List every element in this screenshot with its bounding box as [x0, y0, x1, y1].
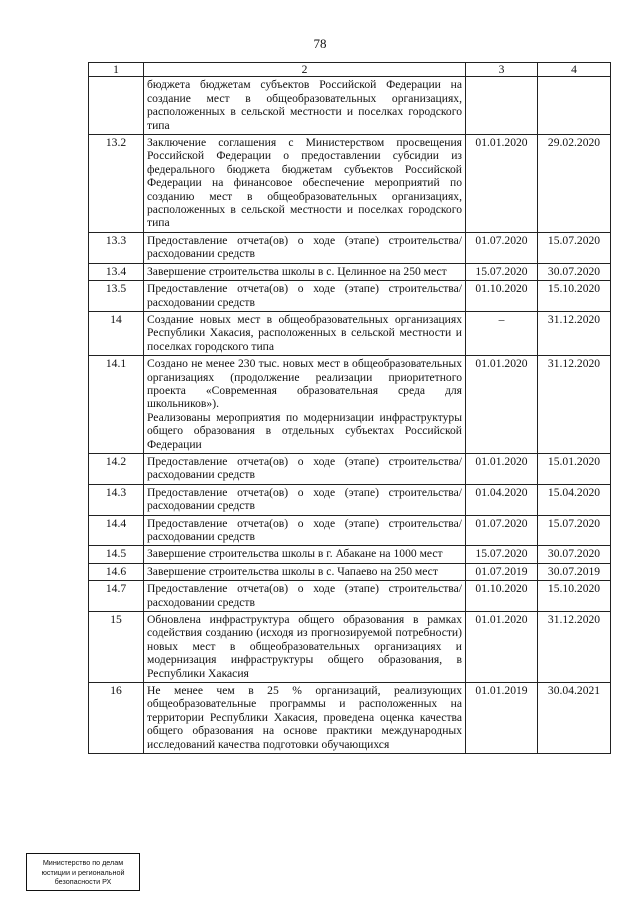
table-row	[89, 683, 611, 754]
row-number: 13.3	[89, 232, 144, 263]
table-row	[89, 453, 611, 484]
row-description	[144, 546, 466, 563]
row-description	[144, 356, 466, 454]
end-date: 29.02.2020	[538, 135, 611, 233]
start-date: 01.10.2020	[466, 281, 538, 312]
column-header: 4	[538, 63, 611, 77]
table-header-row	[89, 63, 611, 77]
start-date: 01.07.2020	[466, 515, 538, 546]
end-date: 30.07.2020	[538, 546, 611, 563]
end-date: 30.04.2021	[538, 683, 611, 754]
end-date: 15.10.2020	[538, 281, 611, 312]
start-date: 01.07.2020	[466, 232, 538, 263]
description-paragraph: Предоставление отчета(ов) о ходе (этапе) строительства/ расходовании средств	[147, 454, 462, 482]
row-description	[144, 232, 466, 263]
row-number: 14.6	[89, 563, 144, 580]
table-row	[89, 135, 611, 233]
row-description	[144, 484, 466, 515]
end-date: 30.07.2020	[538, 263, 611, 280]
row-number: 13.5	[89, 281, 144, 312]
row-number: 13.2	[89, 135, 144, 233]
stamp-line: юстиции и региональной	[41, 867, 125, 877]
end-date: 15.04.2020	[538, 484, 611, 515]
row-number: 14	[89, 311, 144, 355]
end-date: 30.07.2019	[538, 563, 611, 580]
row-description	[144, 77, 466, 135]
end-date: 15.01.2020	[538, 453, 611, 484]
stamp-line: Министерство по делам	[42, 858, 124, 867]
table-row	[89, 515, 611, 546]
row-number: 14.2	[89, 453, 144, 484]
description-paragraph: Предоставление отчета(ов) о ходе (этапе) строительства/расходовании средств	[147, 282, 462, 309]
start-date	[466, 77, 538, 135]
row-number: 14.3	[89, 484, 144, 515]
description-paragraph: Обновлена инфраструктура общего образования в рамках содействия созданию (исходя из прогнозируемой потребности) новых мест в общеобразовательных организациях и модернизация инфраструктуры общего образования, в Республики Хакасия	[147, 613, 462, 680]
description-paragraph: Реализованы мероприятия по модернизации инфраструктуры общего образования в отдельных субъектах Российской Федерации	[147, 410, 462, 451]
row-description	[144, 581, 466, 612]
description-paragraph: Не менее чем в 25 % организаций, реализующих общеобразовательные программы и расположенных на территории Республики Хакасия, проведена оценка качества общего образования на основе практики международных исследований качества подготовки обучающихся	[147, 684, 462, 751]
end-date: 31.12.2020	[538, 612, 611, 683]
start-date: 15.07.2020	[466, 546, 538, 563]
start-date: 01.01.2020	[466, 135, 538, 233]
row-description	[144, 281, 466, 312]
description-paragraph: Создано не менее 230 тыс. новых мест в общеобразовательных организациях (продолжение реализации приоритетного проекта «Современная образовательная среда для школьников»).	[147, 357, 462, 411]
table-row	[89, 356, 611, 454]
table-row	[89, 563, 611, 580]
row-description	[144, 683, 466, 754]
description-paragraph: Завершение строительства школы в с. Целинное на 250 мест	[147, 264, 447, 278]
stamp-line: безопасности РХ	[54, 877, 112, 886]
row-description	[144, 263, 466, 280]
row-description	[144, 311, 466, 355]
description-paragraph: Предоставление отчета(ов) о ходе (этапе) строительства/расходовании средств	[147, 233, 462, 261]
end-date	[538, 77, 611, 135]
end-date: 15.07.2020	[538, 515, 611, 546]
end-date: 15.10.2020	[538, 581, 611, 612]
column-header: 1	[89, 63, 144, 77]
table-row	[89, 612, 611, 683]
row-number: 14.7	[89, 581, 144, 612]
row-number: 14.1	[89, 356, 144, 454]
table-row	[89, 232, 611, 263]
description-paragraph: Предоставление отчета(ов) о ходе (этапе) строительства/ расходовании средств	[147, 516, 462, 543]
row-description	[144, 515, 466, 546]
description-paragraph: Предоставление отчета(ов) о ходе (этапе) строительства/ расходовании средств	[147, 485, 462, 513]
row-number: 15	[89, 612, 144, 683]
row-description	[144, 453, 466, 484]
end-date: 31.12.2020	[538, 311, 611, 355]
start-date: –	[466, 311, 538, 355]
start-date: 01.10.2020	[466, 581, 538, 612]
start-date: 01.01.2019	[466, 683, 538, 754]
description-paragraph: Завершение строительства школы в г. Абакане на 1000 мест	[147, 547, 443, 561]
start-date: 15.07.2020	[466, 263, 538, 280]
start-date: 01.01.2020	[466, 612, 538, 683]
row-number: 14.5	[89, 546, 144, 563]
table-row	[89, 311, 611, 355]
description-paragraph: Заключение соглашения с Министерством просвещения Российской Федерации о предоставлении субсидии из федерального бюджета бюджетам субъектов Российской Федерации на финансовое обеспечение мероприятий по созданию мест в общеобразовательных организациях, расположенных в сельской местности и поселках городского типа	[147, 136, 462, 230]
end-date: 15.07.2020	[538, 232, 611, 263]
description-paragraph: Предоставление отчета(ов) о ходе (этапе) строительства/ расходовании средств	[147, 582, 462, 609]
description-paragraph: Завершение строительства школы в с. Чапаево на 250 мест	[147, 564, 438, 578]
table-row	[89, 281, 611, 312]
table-row	[89, 263, 611, 280]
table-row	[89, 546, 611, 563]
row-number	[89, 77, 144, 135]
table-row	[89, 77, 611, 135]
start-date: 01.04.2020	[466, 484, 538, 515]
table-row	[89, 581, 611, 612]
row-number: 13.4	[89, 263, 144, 280]
ministry-stamp	[26, 853, 140, 891]
start-date: 01.01.2020	[466, 356, 538, 454]
end-date: 31.12.2020	[538, 356, 611, 454]
description-paragraph: бюджета бюджетам субъектов Российской Федерации на создание мест в общеобразовательных организациях, расположенных в сельской местности и поселках городского типа	[147, 78, 462, 132]
column-header: 2	[144, 63, 466, 77]
row-description	[144, 612, 466, 683]
schedule-table	[88, 62, 611, 754]
start-date: 01.01.2020	[466, 453, 538, 484]
table-row	[89, 484, 611, 515]
table-body	[89, 77, 611, 754]
page-number: 78	[313, 36, 327, 51]
row-description	[144, 135, 466, 233]
row-number: 16	[89, 683, 144, 754]
row-description	[144, 563, 466, 580]
column-header: 3	[466, 63, 538, 77]
row-number: 14.4	[89, 515, 144, 546]
description-paragraph: Создание новых мест в общеобразовательных организациях Республики Хакасия, расположенных в сельской местности и поселках городского типа	[147, 312, 462, 353]
start-date: 01.07.2019	[466, 563, 538, 580]
